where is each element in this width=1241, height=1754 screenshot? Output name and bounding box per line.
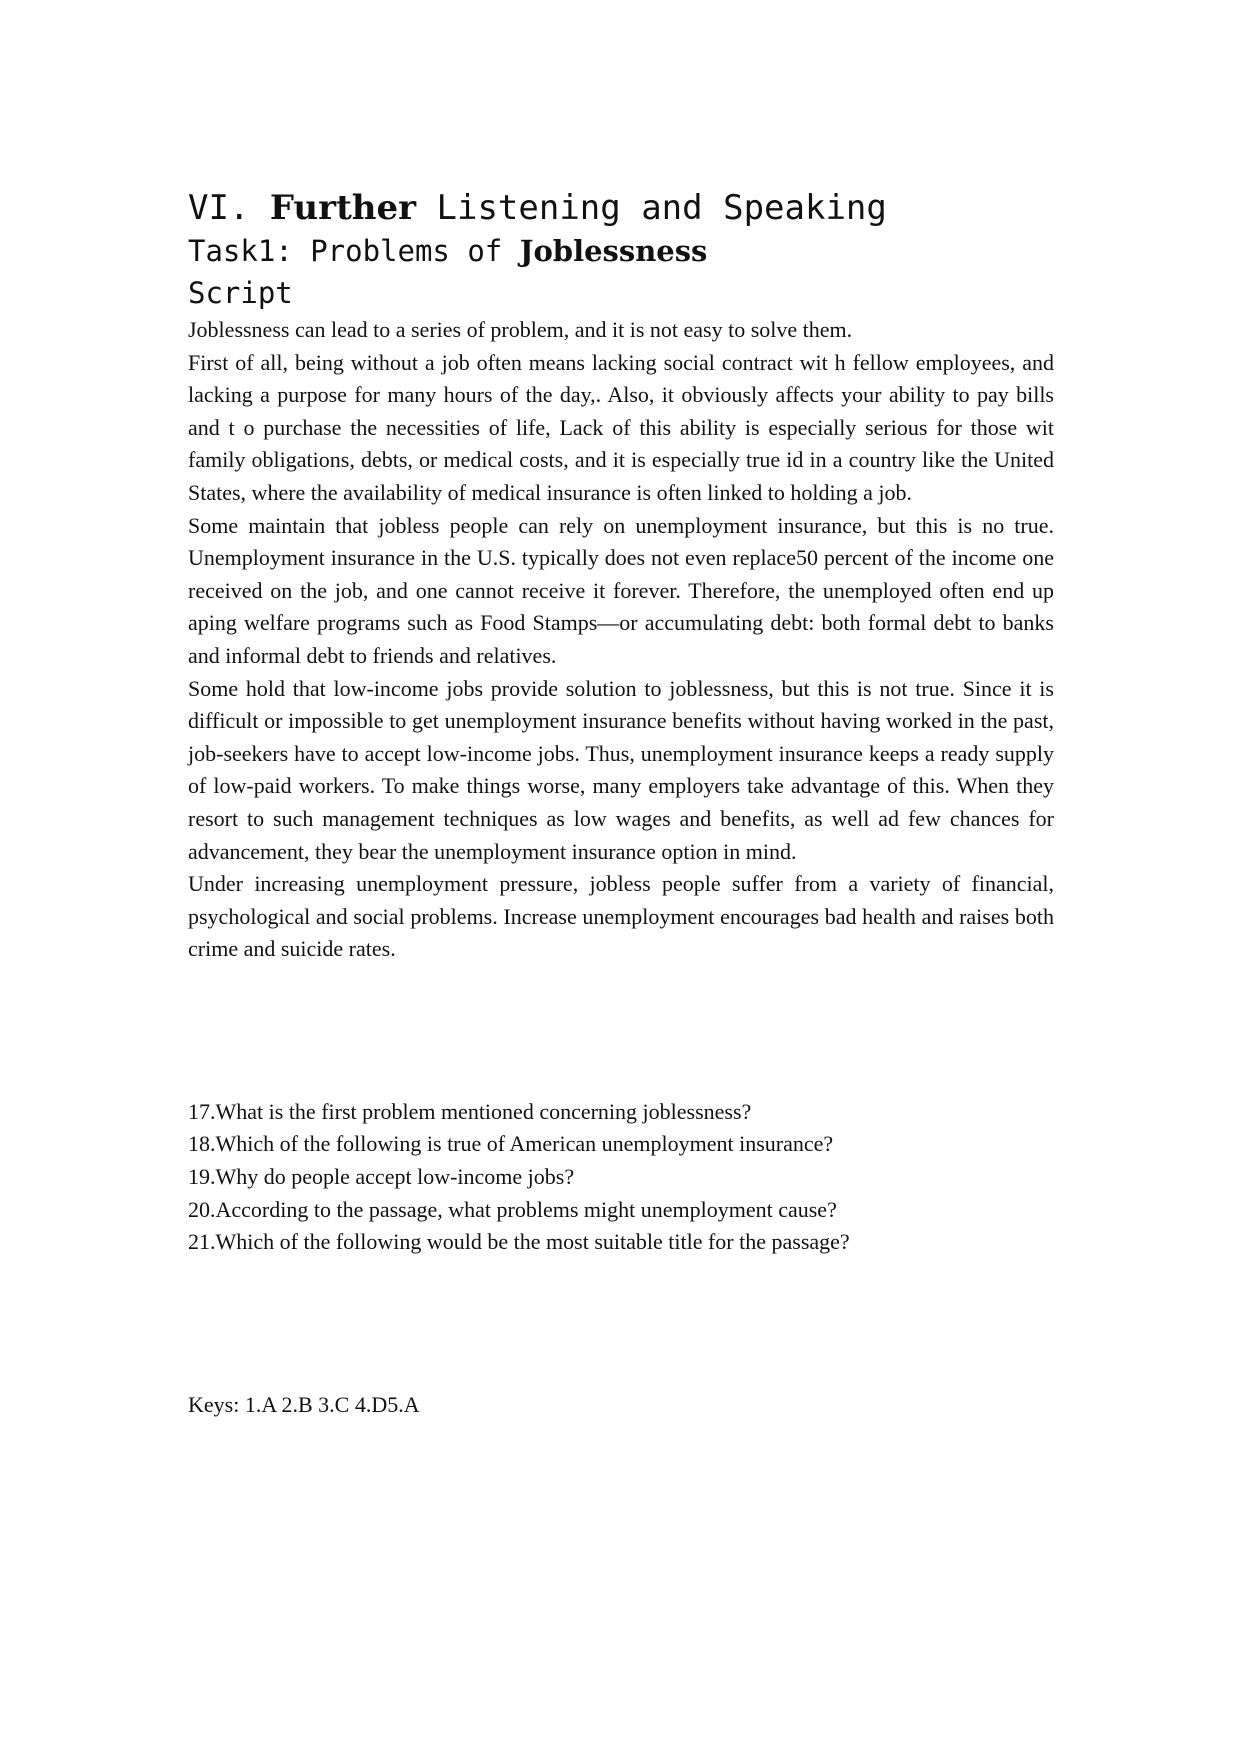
question-item: 20.According to the passage, what problems might unemployment cause? (188, 1196, 837, 1222)
section-title-rest: Listening and Speaking (416, 188, 887, 228)
section-title-prefix: VI. (188, 188, 270, 228)
task-title-prefix: Task1: Problems of (188, 234, 520, 268)
script-label: Script (188, 276, 293, 310)
script-body (188, 314, 1054, 966)
script-paragraph: Some hold that low-income jobs provide solution to joblessness, but this is not true. Since it is difficult or impossible to get unemployment insurance benefits without having worked in the past, job-seekers have to accept low-income jobs. Thus, unemployment insurance keeps a ready supply of low-paid workers. To make things worse, many employers take advantage of this. When they resort to such management techniques as low wages and benefits, as well ad few chances for advancement, they bear the unemployment insurance option in mind. (188, 675, 1054, 864)
script-paragraph: Joblessness can lead to a series of problem, and it is not easy to solve them. (188, 317, 853, 342)
question-item: 18.Which of the following is true of American unemployment insurance? (188, 1131, 834, 1157)
question-list (188, 1096, 1054, 1259)
answer-keys: Keys: 1.A 2.B 3.C 4.D5.A (188, 1391, 420, 1417)
section-title (188, 186, 1054, 230)
section-title-bold-word: Further (269, 188, 417, 228)
task-title (188, 230, 1054, 272)
script-paragraph: First of all, being without a job often means lacking social contract wit h fellow employees, and lacking a purpose for many hours of the day,. Also, it obviously affects your ability to pay bills and t o purchase the necessities of life, Lack of this ability is especially serious for those wit family obligations, debts, or medical costs, and it is especially true id in a country like the United States, where the availability of medical insurance is often linked to holding a job. (188, 349, 1054, 505)
document-page (188, 186, 1054, 1421)
script-paragraph: Under increasing unemployment pressure, jobless people suffer from a variety of financial, psychological and social problems. Increase unemployment encourages bad health and raises both crime and suicide rates. (188, 871, 1054, 962)
task-title-bold-word: Joblessness (519, 234, 708, 268)
question-item: 21.Which of the following would be the most suitable title for the passage? (188, 1229, 850, 1255)
script-paragraph: Some maintain that jobless people can rely on unemployment insurance, but this is no true. Unemployment insurance in the U.S. typically does not even replace50 percent of the income one received on the job, and one cannot receive it forever. Therefore, the unemployed often end up aping welfare programs such as Food Stamps—or accumulating debt: both formal debt to banks and informal debt to friends and relatives. (188, 512, 1054, 668)
question-item: 19.Why do people accept low-income jobs? (188, 1164, 575, 1190)
question-item: 17.What is the first problem mentioned concerning joblessness? (188, 1098, 752, 1124)
